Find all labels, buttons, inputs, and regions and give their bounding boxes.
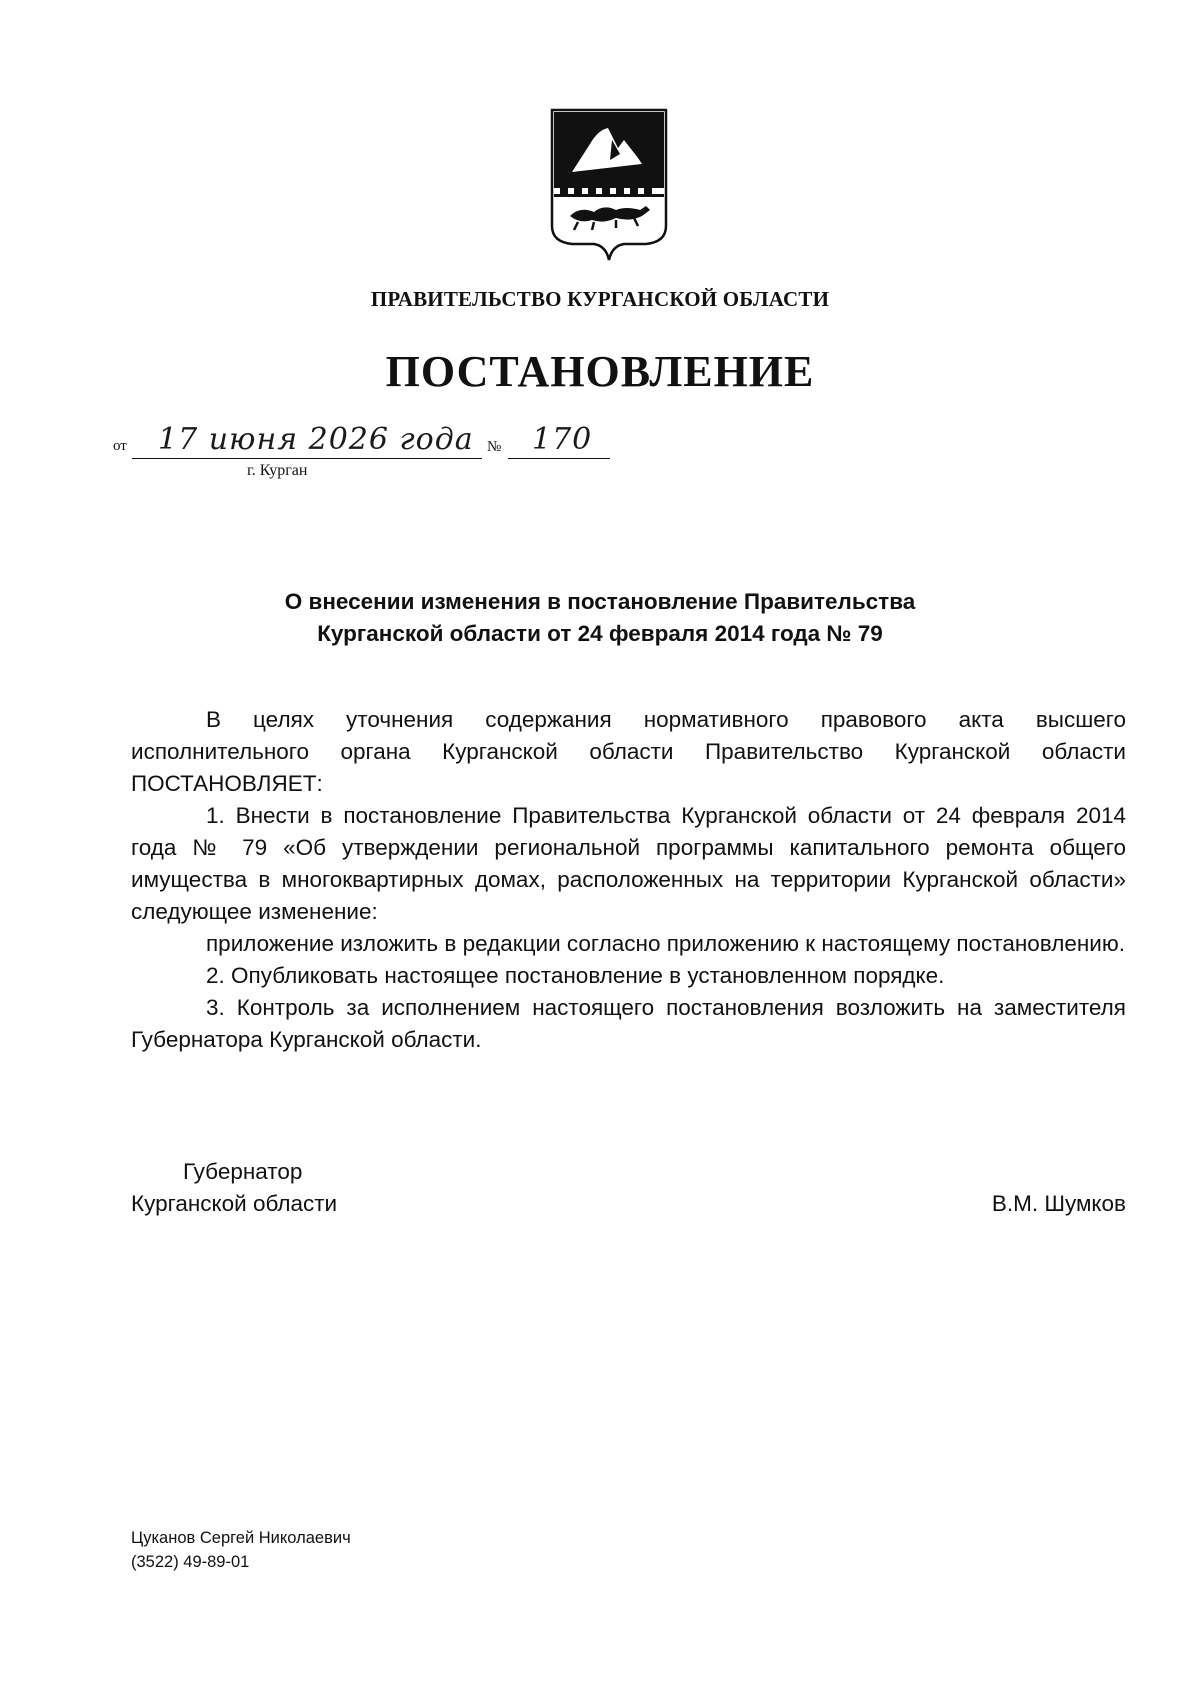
government-name: ПРАВИТЕЛЬСТВО КУРГАНСКОЙ ОБЛАСТИ [370, 287, 830, 311]
executor-phone: (3522) 49-89-01 [131, 1553, 250, 1571]
signatory-position [131, 1156, 337, 1220]
from-label: от [113, 438, 127, 454]
executor-info [131, 1526, 351, 1574]
coat-of-arms-icon [550, 108, 668, 262]
item-1-detail-paragraph: приложение изложить в редакции согласно приложению к настоящему постановлению. [206, 931, 1125, 956]
item-3-paragraph: 3. Контроль за исполнением настоящего постановления возложить на заместителя Губернатора Курганской области. [131, 995, 1126, 1052]
item-2-paragraph: 2. Опубликовать настоящее постановление в установленном порядке. [206, 963, 945, 988]
date-underline [132, 458, 482, 459]
number-underline [508, 458, 610, 459]
subject-line-2: Курганской области от 24 февраля 2014 года № 79 [317, 621, 883, 646]
issue-line [0, 420, 1200, 480]
subject-line-1: О внесении изменения в постановление Правительства [284, 589, 916, 614]
signatory-name: В.М. Шумков [991, 1191, 1126, 1216]
preamble-paragraph: В целях уточнения содержания нормативного правового акта высшего исполнительного органа Курганской области Правительство Курганской области ПОСТАНОВЛЯЕТ: [131, 707, 1126, 796]
number-label: № [487, 439, 502, 455]
handwritten-number: 170 [532, 422, 593, 457]
signatory-position-line-2: Курганской области [131, 1191, 338, 1216]
document-type-title: ПОСТАНОВЛЕНИЕ [385, 347, 815, 396]
executor-name: Цуканов Сергей Николаевич [131, 1529, 351, 1547]
document-body [131, 704, 1126, 1056]
document-subject [0, 586, 1200, 650]
signatory-position-line-1: Губернатор [183, 1159, 303, 1184]
handwritten-date: 17 июня 2026 года [158, 422, 474, 457]
city-label: г. Курган [247, 462, 308, 479]
item-1-paragraph: 1. Внести в постановление Правительства Курганской области от 24 февраля 2014 года № 79 «Об утверждении региональной программы капитального ремонта общего имущества в многоквартирных домах, расположенных на территории Курганской области» следующее изменение: [131, 803, 1126, 924]
